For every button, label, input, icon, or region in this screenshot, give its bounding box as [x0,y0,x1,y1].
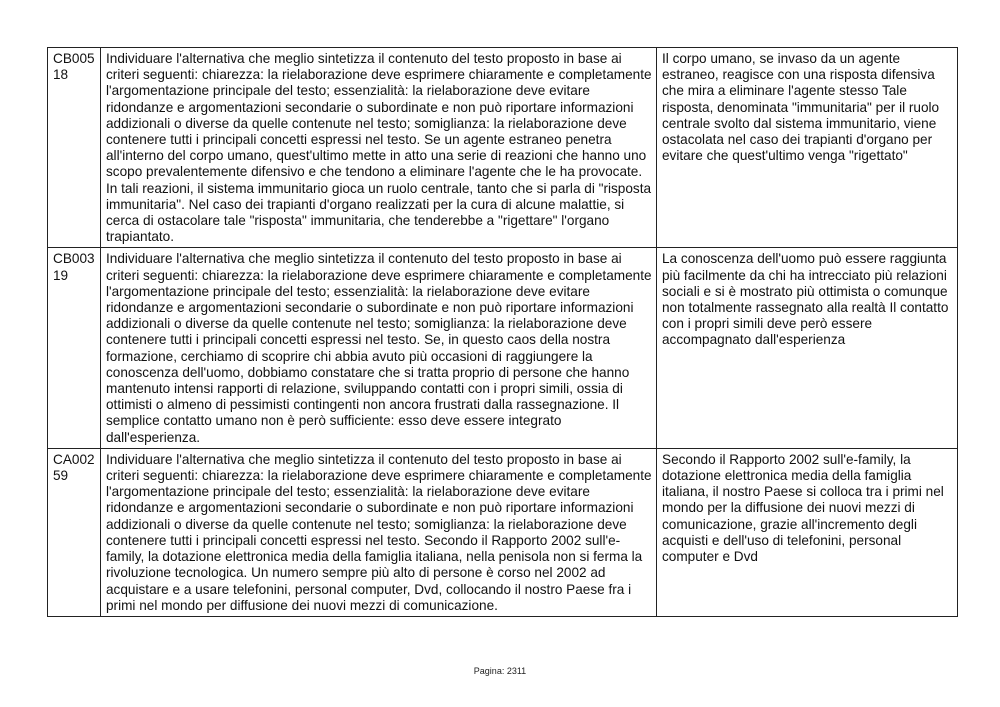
questions-table [47,47,958,617]
table-row [48,48,958,248]
question-text: Individuare l'alternativa che meglio sintetizza il contenuto del testo proposto in base ai criteri seguenti: chiarezza: la rielaborazione deve esprimere chiaramente e completamente l'argomentazione principale del testo; essenzialità: la rielaborazione deve evitare ridondanze e argomentazioni secondarie o subordinate e non può riportare informazioni addizionali o diverse da quelle contenute nel testo; somiglianza: la rielaborazione deve contenere tutti i principali concetti espressi nel testo. Se un agente estraneo penetra all'interno del corpo umano, quest'ultimo mette in atto una serie di reazioni che hanno uno scopo prevalentemente difensivo e che tendono a eliminare l'agente che le ha provocate. In tali reazioni, il sistema immunitario gioca un ruolo centrale, tanto che si parla di "risposta immunitaria". Nel caso dei trapianti d'organo realizzati per la cura di alcune malattie, si cerca di ostacolare tale "risposta" immunitaria, che tenderebbe a "rigettare" l'organo trapiantato. [101,48,657,248]
answer-text: Secondo il Rapporto 2002 sull'e-family, la dotazione elettronica media della famiglia italiana, il nostro Paese si colloca tra i primi nel mondo per la diffusione dei nuovi mezzi di comunicazione, grazie all'incremento degli acquisti e dell'uso di telefonini, personal computer e Dvd [657,448,958,616]
question-code: CA00259 [48,448,101,616]
table-row [48,448,958,616]
page-number: Pagina: 2311 [473,666,527,676]
answer-text: La conoscenza dell'uomo può essere raggiunta più facilmente da chi ha intrecciato più relazioni sociali e si è mostrato più ottimista o comunque non totalmente rassegnato alla realtà Il contatto con i propri simili deve però essere accompagnato dall'esperienza [657,248,958,448]
table-row [48,248,958,448]
question-text: Individuare l'alternativa che meglio sintetizza il contenuto del testo proposto in base ai criteri seguenti: chiarezza: la rielaborazione deve esprimere chiaramente e completamente l'argomentazione principale del testo; essenzialità: la rielaborazione deve evitare ridondanze e argomentazioni secondarie o subordinate e non può riportare informazioni addizionali o diverse da quelle contenute nel testo; somiglianza: la rielaborazione deve contenere tutti i principali concetti espressi nel testo. Se, in questo caos della nostra formazione, cerchiamo di scoprire chi abbia avuto più occasioni di raggiungere la conoscenza dell'uomo, dobbiamo constatare che si tratta proprio di persone che hanno mantenuto intensi rapporti di relazione, sviluppando contatti con i propri simili, ossia di ottimisti o almeno di pessimisti contingenti non ancora frustrati dalla rassegnazione. Il semplice contatto umano non è però sufficiente: esso deve essere integrato dall'esperienza. [101,248,657,448]
answer-text: Il corpo umano, se invaso da un agente estraneo, reagisce con una risposta difensiva che mira a eliminare l'agente stesso Tale risposta, denominata "immunitaria" per il ruolo centrale svolto dal sistema immunitario, viene ostacolata nel caso dei trapianti d'organo per evitare che quest'ultimo venga "rigettato" [657,48,958,248]
question-code: CB00319 [48,248,101,448]
question-code: CB00518 [48,48,101,248]
question-text: Individuare l'alternativa che meglio sintetizza il contenuto del testo proposto in base ai criteri seguenti: chiarezza: la rielaborazione deve esprimere chiaramente e completamente l'argomentazione principale del testo; essenzialità: la rielaborazione deve evitare ridondanze e argomentazioni secondarie o subordinate e non può riportare informazioni addizionali o diverse da quelle contenute nel testo; somiglianza: la rielaborazione deve contenere tutti i principali concetti espressi nel testo. Secondo il Rapporto 2002 sull'e-family, la dotazione elettronica media della famiglia italiana, nella penisola non si ferma la rivoluzione tecnologica. Un numero sempre più alto di persone è corso nel 2002 ad acquistare e a usare telefonini, personal computer, Dvd, collocando il nostro Paese fra i primi nel mondo per diffusione dei nuovi mezzi di comunicazione. [101,448,657,616]
